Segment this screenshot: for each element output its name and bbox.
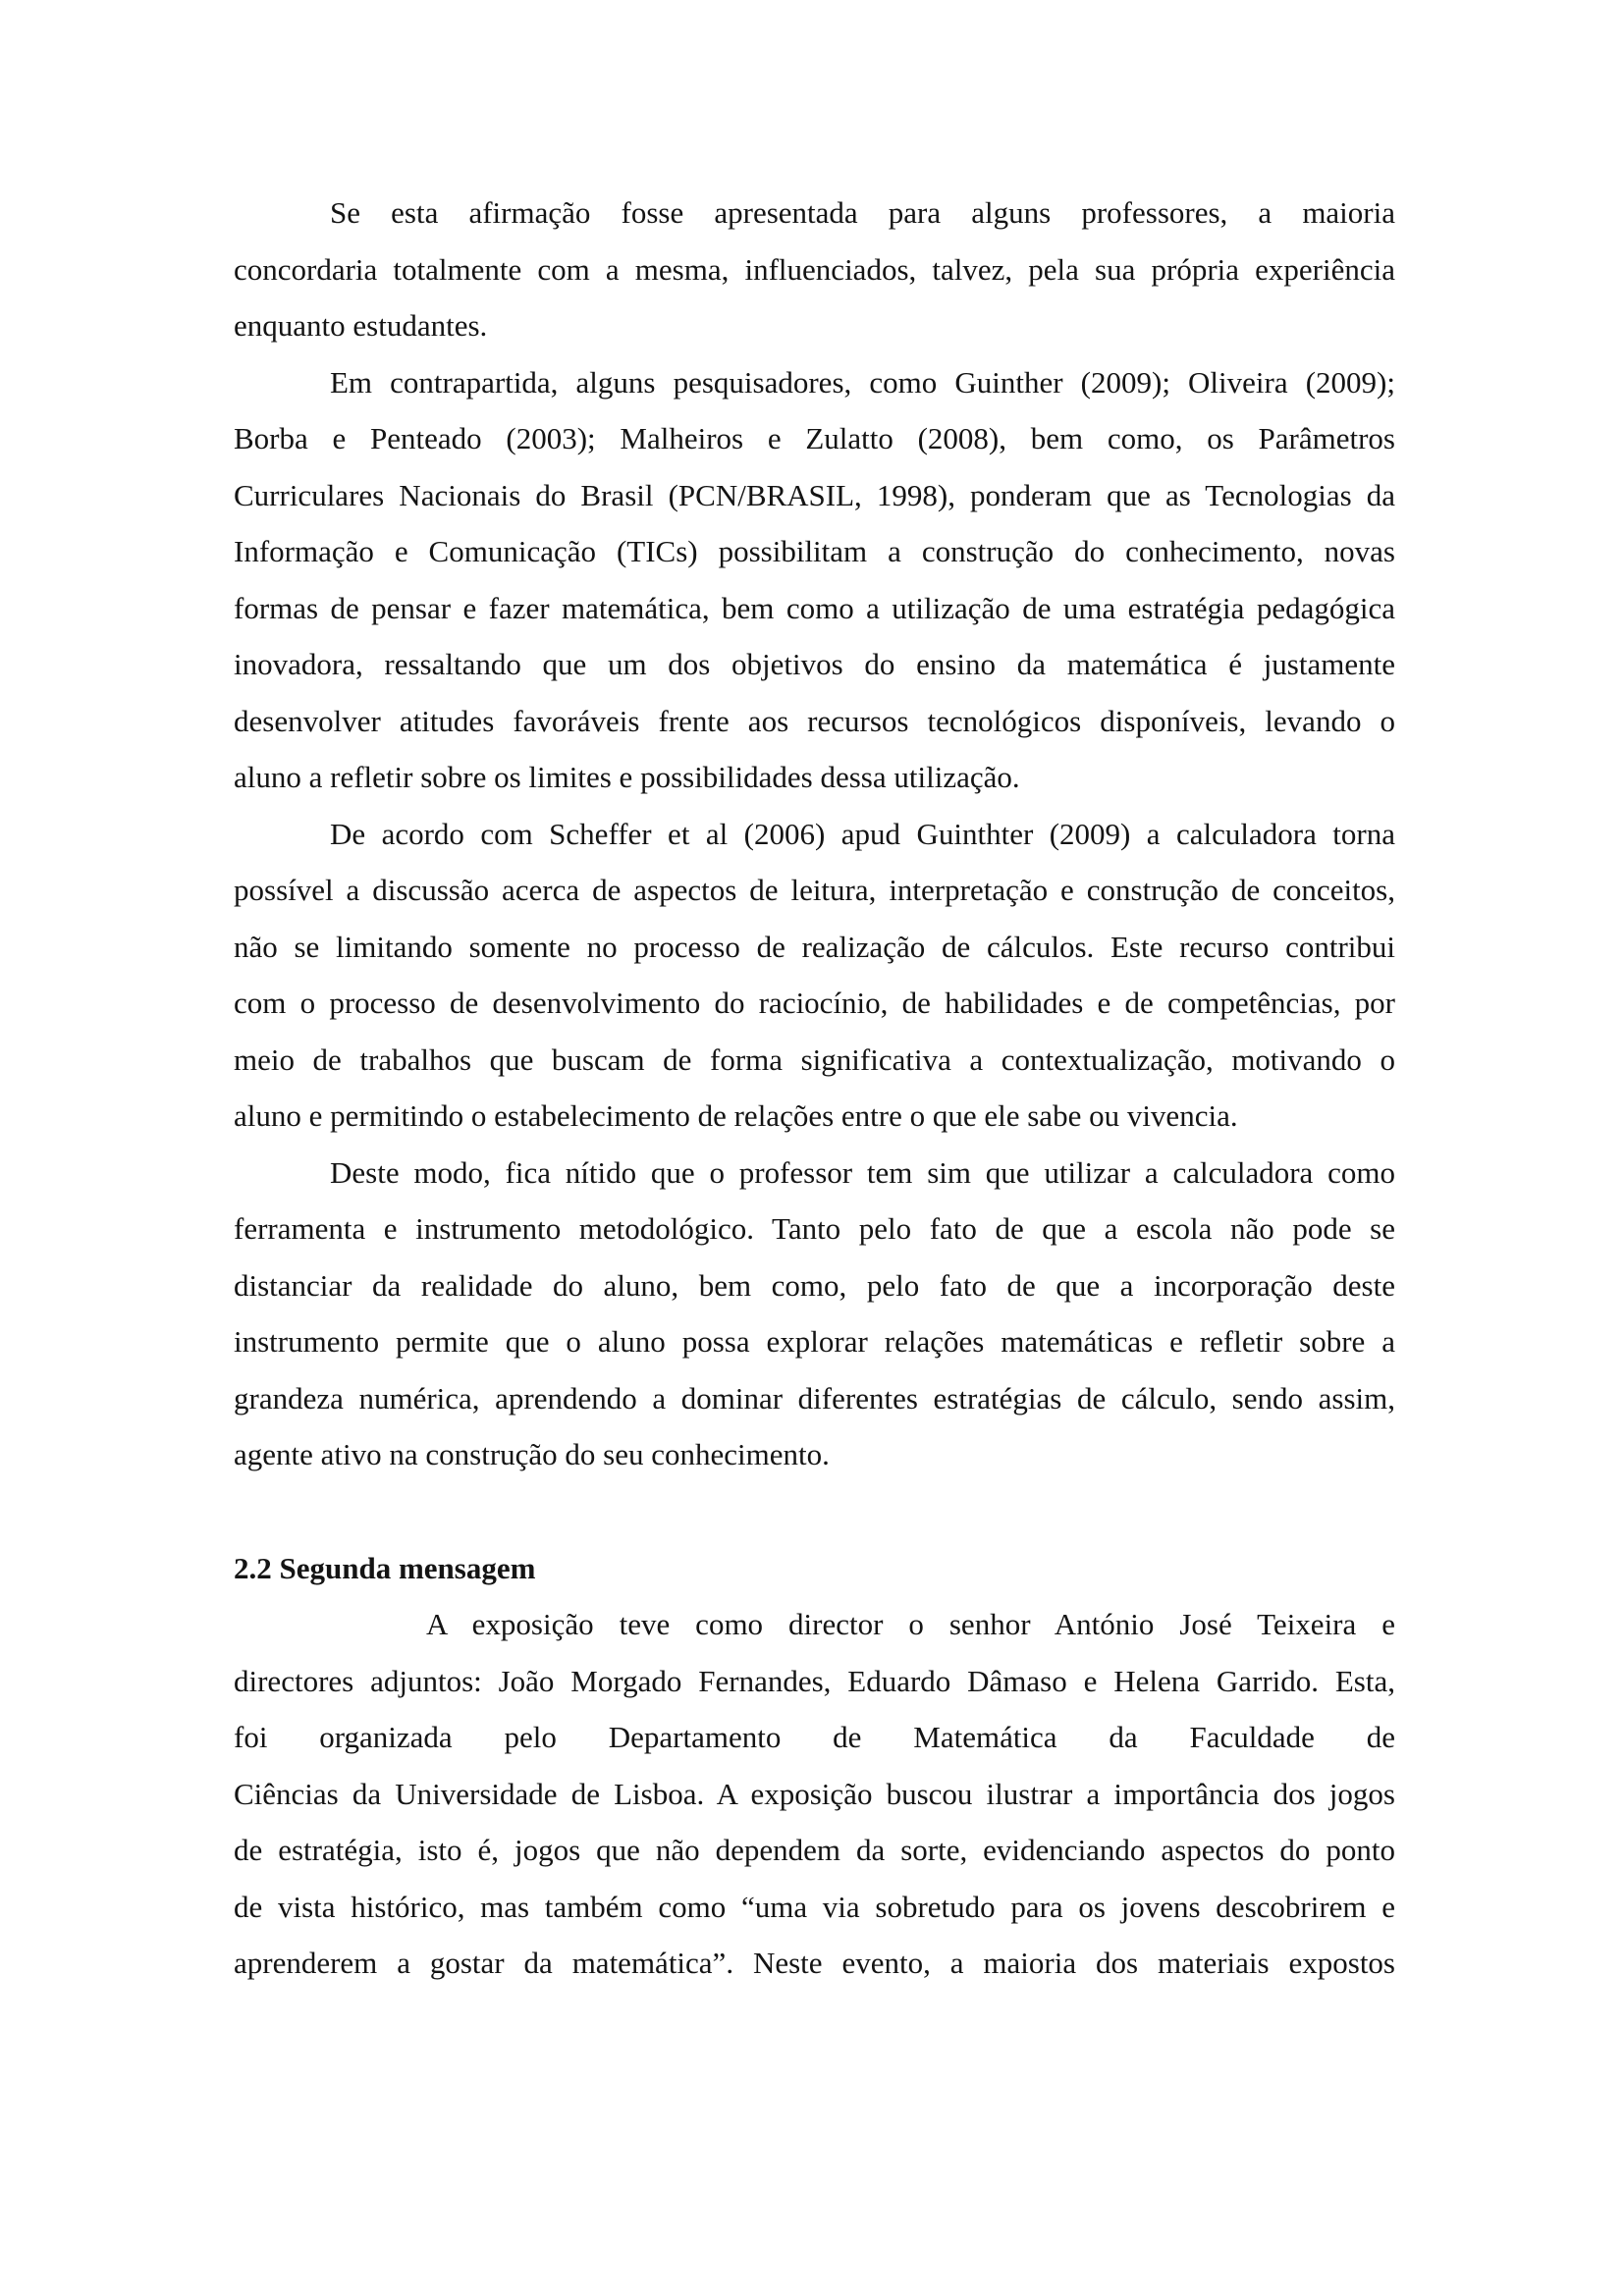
- paragraph: [234, 1596, 1395, 1992]
- text-line: não se limitando somente no processo de realização de cálculos. Este recurso contribui: [234, 929, 1395, 964]
- text-line: concordaria totalmente com a mesma, influenciados, talvez, pela sua própria experiência: [234, 251, 1395, 287]
- text-line: de vista histórico, mas também como “uma via sobretudo para os jovens descobrirem e: [234, 1889, 1395, 1924]
- document-page: [234, 185, 1395, 1992]
- paragraph: [234, 185, 1395, 354]
- text-line: aluno e permitindo o estabelecimento de relações entre o que ele sabe ou vivencia.: [234, 1098, 1238, 1133]
- text-line: foi organizada pelo Departamento de Matemática da Faculdade de: [234, 1720, 1395, 1754]
- text-line: com o processo de desenvolvimento do raciocínio, de habilidades e de competências, por: [234, 986, 1395, 1020]
- text-line: Deste modo, fica nítido que o professor tem sim que utilizar a calculadora como: [330, 1154, 1395, 1190]
- text-line: distanciar da realidade do aluno, bem como, pelo fato de que a incorporação deste: [234, 1267, 1395, 1303]
- text-line: Informação e Comunicação (TICs) possibilitam a construção do conhecimento, novas: [234, 534, 1395, 568]
- section-heading: 2.2 Segunda mensagem: [234, 1550, 536, 1585]
- text-line: A exposição teve como director o senhor António José Teixeira e: [426, 1607, 1395, 1641]
- text-line: Se esta afirmação fosse apresentada para alguns professores, a maioria: [330, 195, 1395, 230]
- text-line: directores adjuntos: João Morgado Fernandes, Eduardo Dâmaso e Helena Garrido. Esta,: [234, 1663, 1395, 1698]
- text-line: formas de pensar e fazer matemática, bem como a utilização de uma estratégia pedagógica: [234, 590, 1395, 625]
- text-line: De acordo com Scheffer et al (2006) apud Guinthter (2009) a calculadora torna: [330, 816, 1395, 851]
- text-line: aluno a refletir sobre os limites e possibilidades dessa utilização.: [234, 760, 1020, 794]
- text-line: meio de trabalhos que buscam de forma significativa a contextualização, motivando o: [234, 1041, 1395, 1077]
- text-line: enquanto estudantes.: [234, 308, 488, 343]
- text-line: instrumento permite que o aluno possa explorar relações matemáticas e refletir sobre a: [234, 1324, 1395, 1359]
- body-text: [234, 185, 1395, 1483]
- text-line: Curriculares Nacionais do Brasil (PCN/BRASIL, 1998), ponderam que as Tecnologias da: [234, 477, 1395, 512]
- text-line: ferramenta e instrumento metodológico. Tanto pelo fato de que a escola não pode se: [234, 1211, 1395, 1246]
- text-line: inovadora, ressaltando que um dos objetivos do ensino da matemática é justamente: [234, 647, 1395, 681]
- text-line: Borba e Penteado (2003); Malheiros e Zulatto (2008), bem como, os Parâmetros: [234, 421, 1395, 455]
- text-line: Ciências da Universidade de Lisboa. A exposição buscou ilustrar a importância dos jogos: [234, 1776, 1395, 1811]
- paragraph: [234, 806, 1395, 1145]
- text-line: grandeza numérica, aprendendo a dominar diferentes estratégias de cálculo, sendo assim,: [234, 1380, 1395, 1415]
- text-line: agente ativo na construção do seu conhecimento.: [234, 1437, 830, 1471]
- text-line: de estratégia, isto é, jogos que não dependem da sorte, evidenciando aspectos do ponto: [234, 1833, 1395, 1867]
- section-body-text: [234, 1596, 1395, 1992]
- text-line: Em contrapartida, alguns pesquisadores, como Guinther (2009); Oliveira (2009);: [330, 364, 1395, 400]
- paragraph: [234, 1145, 1395, 1483]
- paragraph: [234, 354, 1395, 806]
- text-line: possível a discussão acerca de aspectos de leitura, interpretação e construção de conceitos,: [234, 873, 1395, 907]
- text-line: aprenderem a gostar da matemática”. Neste evento, a maioria dos materiais expostos: [234, 1946, 1395, 1980]
- text-line: desenvolver atitudes favoráveis frente aos recursos tecnológicos disponíveis, levando o: [234, 703, 1395, 738]
